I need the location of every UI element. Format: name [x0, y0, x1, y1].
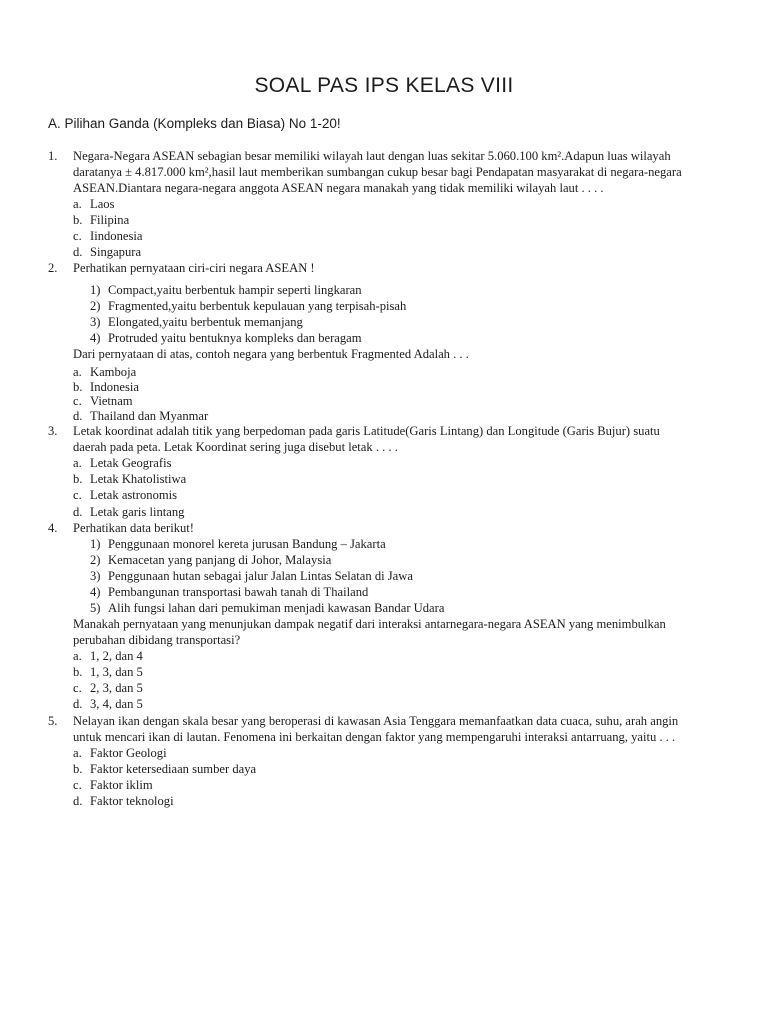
answer-option [73, 196, 688, 212]
option-text: Thailand dan Myanmar [90, 408, 209, 423]
statement-text: Compact,yaitu berbentuk hampir seperti lingkaran [108, 283, 362, 297]
option-letter: b. [73, 472, 83, 487]
data-item [90, 600, 688, 616]
data-item [90, 536, 688, 552]
option-letter: c. [73, 488, 82, 503]
statement-number: 4) [90, 331, 101, 345]
answer-option [73, 380, 688, 395]
data-text: Alih fungsi lahan dari pemukiman menjadi kawasan Bandar Udara [108, 600, 445, 615]
option-letter: a. [73, 456, 82, 470]
option-text: 1, 3, dan 5 [90, 665, 143, 680]
option-letter: c. [73, 229, 82, 243]
answer-options [73, 196, 688, 260]
question-2 [48, 260, 688, 423]
statement-item [90, 282, 688, 298]
section-heading: A. Pilihan Ganda (Kompleks dan Biasa) No 1-20! [48, 116, 341, 131]
answer-option [73, 394, 688, 409]
answer-option [73, 212, 688, 228]
data-text: Kemacetan yang panjang di Johor, Malaysia [108, 552, 332, 567]
option-text: Filipina [90, 213, 130, 227]
answer-option [73, 504, 688, 520]
option-letter: b. [73, 761, 83, 776]
statement-number: 2) [90, 299, 101, 313]
answer-options [73, 648, 688, 713]
answer-options [73, 365, 688, 423]
question-5 [48, 713, 688, 810]
option-text: 3, 4, dan 5 [90, 697, 143, 712]
option-letter: d. [73, 697, 83, 712]
statement-text: Fragmented,yaitu berbentuk kepulauan yang terpisah-pisah [108, 299, 407, 313]
option-text: Laos [90, 197, 115, 211]
statement-text: Elongated,yaitu berbentuk memanjang [108, 315, 303, 329]
data-number: 1) [90, 536, 101, 551]
option-text: Faktor teknologi [90, 794, 174, 809]
option-text: Faktor iklim [90, 778, 153, 793]
option-letter: a. [73, 745, 82, 760]
option-text: 1, 2, dan 4 [90, 648, 143, 663]
answer-option [73, 745, 688, 761]
answer-option [73, 793, 688, 809]
answer-option [73, 680, 688, 696]
data-text: Penggunaan hutan sebagai jalur Jalan Lintas Selatan di Jawa [108, 568, 413, 583]
option-letter: d. [73, 504, 83, 519]
data-item [90, 552, 688, 568]
question-number: 3. [48, 424, 58, 438]
data-number: 5) [90, 600, 101, 615]
answer-option [73, 471, 688, 487]
document-title: SOAL PAS IPS KELAS VIII [254, 74, 514, 97]
option-letter: c. [73, 394, 82, 408]
option-text: Letak Geografis [90, 456, 172, 470]
option-text: Indonesia [90, 379, 139, 394]
question-list [48, 148, 688, 809]
question-text: Negara-Negara ASEAN sebagian besar memiliki wilayah laut dengan luas sekitar 5.060.100 km².Adapun luas wilayah daratanya ± 4.817.000 km²,hasil laut memberikan sumbangan cukup besar bagi Pendapatan masyarakat di negara-negara ASEAN.Diantara negara-negara anggota ASEAN negara manakah yang tidak memiliki wilayah laut . . . . [73, 149, 682, 195]
option-text: Letak astronomis [90, 488, 178, 503]
question-1 [48, 148, 688, 260]
option-letter: b. [73, 213, 83, 227]
option-text: Faktor Geologi [90, 745, 167, 760]
statement-item [90, 298, 688, 314]
question-3 [48, 423, 688, 520]
data-text: Penggunaan monorel kereta jurusan Bandung – Jakarta [108, 536, 386, 551]
question-4 [48, 520, 688, 713]
option-letter: d. [73, 794, 83, 809]
statement-number: 3) [90, 315, 101, 329]
option-text: Vietnam [90, 394, 133, 408]
data-number: 3) [90, 568, 101, 583]
answer-option [73, 648, 688, 664]
answer-option [73, 409, 688, 424]
data-number: 2) [90, 552, 101, 567]
question-prompt: Dari pernyataan di atas, contoh negara yang berbentuk Fragmented Adalah . . . [73, 347, 469, 361]
answer-option [73, 228, 688, 244]
data-text: Pembangunan transportasi bawah tanah di Thailand [108, 584, 369, 599]
option-text: Faktor ketersediaan sumber daya [90, 761, 257, 776]
statement-list [73, 282, 688, 346]
answer-options [73, 745, 688, 810]
option-letter: a. [73, 365, 82, 379]
question-number: 5. [48, 713, 58, 728]
option-letter: b. [73, 665, 83, 680]
question-number: 4. [48, 520, 58, 535]
statement-item [90, 330, 688, 346]
question-text: Nelayan ikan dengan skala besar yang beroperasi di kawasan Asia Tenggara memanfaatkan data cuaca, suhu, arah angin untuk mencari ikan di lautan. Fenomena ini berkaitan dengan faktor yang mempengaruhi interaksi antarruang, yaitu . . . [73, 713, 679, 744]
option-letter: d. [73, 245, 83, 259]
answer-option [73, 696, 688, 712]
question-number: 1. [48, 149, 58, 163]
option-letter: c. [73, 681, 82, 696]
statement-text: Protruded yaitu bentuknya kompleks dan beragam [108, 331, 362, 345]
question-number: 2. [48, 261, 58, 275]
option-text: Singapura [90, 245, 142, 259]
data-list [73, 536, 688, 616]
option-text: Letak garis lintang [90, 504, 185, 519]
statement-item [90, 314, 688, 330]
answer-options [73, 455, 688, 520]
option-text: Kamboja [90, 365, 137, 379]
data-item [90, 568, 688, 584]
statement-number: 1) [90, 283, 101, 297]
answer-option [73, 487, 688, 503]
answer-option [73, 761, 688, 777]
option-text: Iindonesia [90, 229, 143, 243]
data-number: 4) [90, 584, 101, 599]
option-letter: a. [73, 648, 82, 663]
data-item [90, 584, 688, 600]
option-text: 2, 3, dan 5 [90, 681, 143, 696]
answer-option [73, 455, 688, 471]
question-text: Perhatikan data berikut! [73, 520, 194, 535]
option-letter: d. [73, 408, 83, 423]
answer-option [73, 664, 688, 680]
option-text: Letak Khatolistiwa [90, 472, 187, 487]
answer-option [73, 365, 688, 380]
option-letter: b. [73, 379, 83, 394]
option-letter: c. [73, 778, 82, 793]
question-text: Letak koordinat adalah titik yang berpedoman pada garis Latitude(Garis Lintang) dan Longitude (Garis Bujur) suatu daerah pada peta. Letak Koordinat sering juga disebut letak . . . . [73, 424, 660, 454]
answer-option [73, 777, 688, 793]
question-text: Perhatikan pernyataan ciri-ciri negara ASEAN ! [73, 261, 315, 275]
option-letter: a. [73, 197, 82, 211]
question-prompt: Manakah pernyataan yang menunjukan dampak negatif dari interaksi antarnegara-negara ASEAN yang menimbulkan perubahan dibidang transportasi? [73, 616, 666, 647]
answer-option [73, 244, 688, 260]
